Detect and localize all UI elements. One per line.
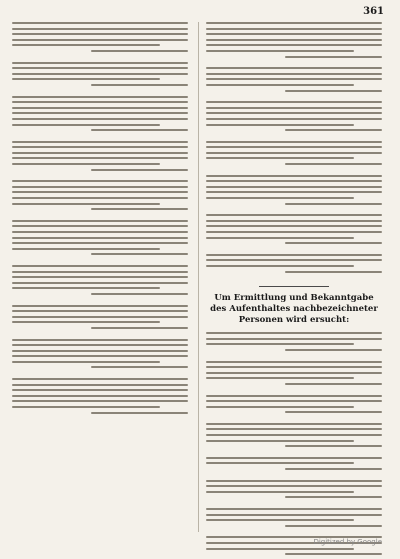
text-line-placeholder	[206, 118, 382, 120]
text-line-placeholder	[12, 389, 188, 391]
text-line-placeholder	[206, 33, 382, 35]
text-line-placeholder	[206, 44, 382, 46]
text-line-placeholder	[12, 355, 188, 357]
entry-gap	[206, 355, 382, 361]
text-line-placeholder	[91, 50, 188, 52]
text-line-placeholder	[12, 203, 160, 205]
text-line-placeholder	[206, 84, 354, 86]
text-line-placeholder	[206, 186, 382, 188]
text-line-placeholder	[12, 237, 188, 239]
text-line-placeholder	[285, 271, 382, 273]
text-line-placeholder	[12, 310, 188, 312]
text-line-placeholder	[12, 96, 188, 98]
text-line-placeholder	[12, 406, 160, 408]
text-line-placeholder	[12, 384, 188, 386]
entry-gap	[206, 248, 382, 254]
text-line-placeholder	[206, 440, 354, 442]
text-line-placeholder	[91, 84, 188, 86]
text-line-placeholder	[12, 141, 188, 143]
text-line-placeholder	[206, 259, 382, 261]
text-line-placeholder	[12, 248, 160, 250]
text-line-placeholder	[12, 378, 188, 380]
text-line-placeholder	[12, 22, 188, 24]
text-line-placeholder	[12, 191, 188, 193]
text-line-placeholder	[12, 67, 188, 69]
text-line-placeholder	[206, 78, 382, 80]
text-line-placeholder	[206, 548, 354, 550]
text-line-placeholder	[206, 73, 382, 75]
text-line-placeholder	[12, 321, 160, 323]
text-line-placeholder	[285, 383, 382, 385]
entry-gap	[12, 417, 188, 423]
text-line-placeholder	[91, 412, 188, 414]
text-line-placeholder	[12, 287, 160, 289]
text-line-placeholder	[285, 553, 382, 555]
entry-gap	[206, 474, 382, 480]
text-line-placeholder	[12, 44, 160, 46]
text-line-placeholder	[12, 350, 188, 352]
text-line-placeholder	[12, 112, 188, 114]
right-column	[206, 22, 382, 559]
text-line-placeholder	[206, 434, 382, 436]
text-line-placeholder	[285, 56, 382, 58]
entry-gap	[12, 135, 188, 141]
entry-gap	[12, 90, 188, 96]
text-line-placeholder	[285, 411, 382, 413]
text-line-placeholder	[91, 208, 188, 210]
text-line-placeholder	[206, 28, 382, 30]
text-line-placeholder	[206, 175, 382, 177]
entry-gap	[206, 169, 382, 175]
text-line-placeholder	[12, 118, 188, 120]
left-column	[12, 22, 188, 423]
text-line-placeholder	[12, 107, 188, 109]
entry-gap	[12, 56, 188, 62]
text-line-placeholder	[206, 338, 382, 340]
text-line-placeholder	[206, 377, 354, 379]
text-line-placeholder	[206, 332, 382, 334]
text-line-placeholder	[285, 468, 382, 470]
text-line-placeholder	[285, 349, 382, 351]
text-line-placeholder	[206, 366, 382, 368]
text-line-placeholder	[12, 400, 188, 402]
text-line-placeholder	[206, 519, 354, 521]
text-line-placeholder	[206, 423, 382, 425]
text-line-placeholder	[206, 197, 354, 199]
text-line-placeholder	[12, 152, 188, 154]
text-line-placeholder	[206, 343, 354, 345]
text-line-placeholder	[91, 129, 188, 131]
text-line-placeholder	[206, 50, 354, 52]
text-line-placeholder	[12, 180, 188, 182]
text-line-placeholder	[206, 395, 382, 397]
page-number: 361	[363, 6, 384, 17]
text-line-placeholder	[206, 231, 382, 233]
entry-gap	[206, 276, 382, 282]
text-line-placeholder	[12, 242, 188, 244]
text-line-placeholder	[12, 28, 188, 30]
text-line-placeholder	[206, 112, 382, 114]
text-line-placeholder	[285, 129, 382, 131]
text-line-placeholder	[12, 39, 188, 41]
text-line-placeholder	[12, 163, 160, 165]
text-line-placeholder	[12, 282, 188, 284]
text-line-placeholder	[12, 271, 188, 273]
text-line-placeholder	[12, 225, 188, 227]
text-line-placeholder	[206, 254, 382, 256]
text-line-placeholder	[12, 78, 160, 80]
text-line-placeholder	[12, 361, 160, 363]
text-line-placeholder	[12, 395, 188, 397]
text-line-placeholder	[206, 514, 382, 516]
text-line-placeholder	[12, 146, 188, 148]
text-line-placeholder	[285, 163, 382, 165]
text-line-placeholder	[12, 186, 188, 188]
text-line-placeholder	[12, 220, 188, 222]
text-line-placeholder	[206, 508, 382, 510]
text-line-placeholder	[12, 157, 188, 159]
text-line-placeholder	[206, 361, 382, 363]
text-line-placeholder	[206, 157, 354, 159]
entry-gap	[206, 451, 382, 457]
text-line-placeholder	[206, 428, 382, 430]
text-line-placeholder	[285, 242, 382, 244]
text-line-placeholder	[206, 180, 382, 182]
entry-gap	[12, 299, 188, 305]
column-divider	[198, 22, 199, 532]
text-line-placeholder	[206, 22, 382, 24]
text-line-placeholder	[206, 457, 382, 459]
text-line-placeholder	[12, 124, 160, 126]
text-line-placeholder	[12, 231, 188, 233]
entry-gap	[206, 389, 382, 395]
text-line-placeholder	[206, 67, 382, 69]
text-line-placeholder	[12, 33, 188, 35]
entry-gap	[12, 333, 188, 339]
text-line-placeholder	[12, 101, 188, 103]
text-line-placeholder	[91, 327, 188, 329]
text-line-placeholder	[285, 90, 382, 92]
text-line-placeholder	[206, 400, 382, 402]
text-line-placeholder	[285, 203, 382, 205]
section-heading: Um Ermittlung und Bekanntgabe des Aufenthaltes nachbezeichneter Personen wird ersucht:	[210, 293, 378, 326]
text-line-placeholder	[206, 214, 382, 216]
text-line-placeholder	[12, 62, 188, 64]
text-line-placeholder	[12, 305, 188, 307]
text-line-placeholder	[12, 276, 188, 278]
text-line-placeholder	[206, 462, 354, 464]
text-line-placeholder	[91, 253, 188, 255]
text-line-placeholder	[206, 39, 382, 41]
text-line-placeholder	[12, 265, 188, 267]
text-line-placeholder	[206, 485, 382, 487]
entry-gap	[12, 214, 188, 220]
text-line-placeholder	[206, 406, 354, 408]
text-line-placeholder	[206, 372, 382, 374]
text-line-placeholder	[206, 480, 382, 482]
text-line-placeholder	[12, 344, 188, 346]
text-line-placeholder	[12, 316, 188, 318]
text-line-placeholder	[12, 73, 188, 75]
text-line-placeholder	[206, 491, 354, 493]
entry-gap	[206, 417, 382, 423]
text-line-placeholder	[206, 220, 382, 222]
text-line-placeholder	[206, 191, 382, 193]
text-line-placeholder	[206, 225, 382, 227]
section-rule-top	[259, 286, 329, 287]
text-line-placeholder	[206, 124, 354, 126]
text-line-placeholder	[91, 366, 188, 368]
entry-gap	[206, 135, 382, 141]
text-line-placeholder	[91, 169, 188, 171]
text-line-placeholder	[285, 496, 382, 498]
text-line-placeholder	[12, 197, 188, 199]
text-line-placeholder	[91, 293, 188, 295]
text-line-placeholder	[206, 265, 354, 267]
text-line-placeholder	[12, 339, 188, 341]
text-line-placeholder	[206, 152, 382, 154]
text-line-placeholder	[206, 237, 354, 239]
text-line-placeholder	[206, 107, 382, 109]
text-line-placeholder	[206, 101, 382, 103]
text-line-placeholder	[285, 445, 382, 447]
digitized-footer: Digitized by Google	[313, 538, 382, 546]
text-line-placeholder	[285, 525, 382, 527]
text-line-placeholder	[206, 146, 382, 148]
text-line-placeholder	[206, 141, 382, 143]
